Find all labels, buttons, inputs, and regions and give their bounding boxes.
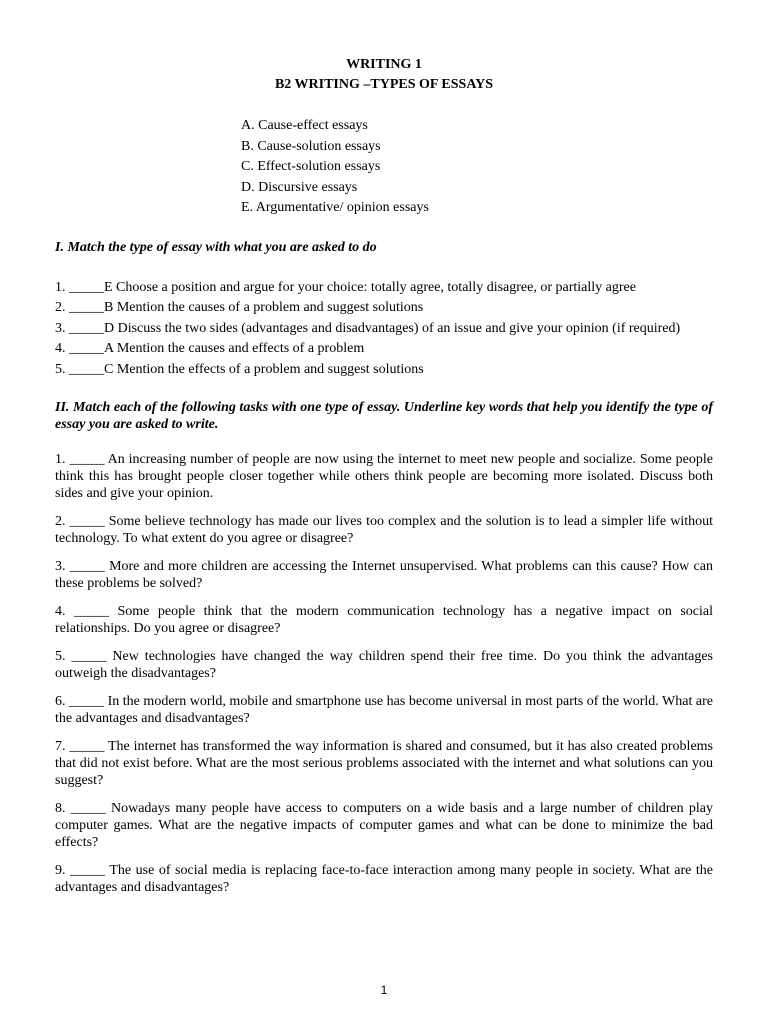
task-item: 3. _____ More and more children are accessing the Internet unsupervised. What problems can this cause? How can these problems be solved?	[55, 559, 713, 592]
match-item: 5. _____C Mention the effects of a problem and suggest solutions	[55, 361, 424, 377]
task-item: 1. _____ An increasing number of people are now using the internet to meet new people and socialize. Some people think this has brought people closer together while others think people are becoming more isolated. Discuss both sides and give your opinion.	[55, 452, 713, 502]
document-title: WRITING 1	[346, 57, 422, 72]
section-2-list	[55, 451, 713, 896]
task-item: 6. _____ In the modern world, mobile and smartphone use has become universal in most parts of the world. What are the advantages and disadvantages?	[55, 694, 713, 727]
essay-type-item: E. Argumentative/ opinion essays	[241, 200, 429, 215]
essay-type-item: C. Effect-solution essays	[241, 159, 381, 174]
match-item: 3. _____D Discuss the two sides (advantages and disadvantages) of an issue and give your opinion (if required)	[55, 320, 681, 336]
match-item: 2. _____B Mention the causes of a problem and suggest solutions	[55, 300, 424, 316]
task-item: 2. _____ Some believe technology has made our lives too complex and the solution is to lead a simpler life without technology. To what extent do you agree or disagree?	[55, 514, 713, 547]
task-item: 8. _____ Nowadays many people have access to computers on a wide basis and a large number of children play computer games. What are the negative impacts of computer games and what can be done to minimize the bad effects?	[55, 801, 713, 851]
document-subtitle: B2 WRITING –TYPES OF ESSAYS	[274, 77, 494, 92]
section-2-heading: II. Match each of the following tasks with one type of essay. Underline key words that help you identify the type of essay you are asked to write.	[55, 400, 713, 433]
task-item: 5. _____ New technologies have changed the way children spend their free time. Do you think the advantages outweigh the disadvantages?	[55, 649, 713, 682]
task-item: 9. _____ The use of social media is replacing face-to-face interaction among many people in society. What are the advantages and disadvantages?	[55, 863, 713, 896]
match-item: 1. _____E Choose a position and argue for your choice: totally agree, totally disagree, or partially agree	[55, 279, 636, 295]
page-number: 1	[380, 983, 388, 997]
match-item: 4. _____A Mention the causes and effects of a problem	[55, 341, 365, 357]
section-1-list	[55, 279, 713, 382]
section-1-heading: I. Match the type of essay with what you are asked to do	[55, 239, 377, 255]
task-item: 4. _____ Some people think that the modern communication technology has a negative impact on social relationships. Do you agree or disagree?	[55, 604, 713, 637]
document-page	[55, 55, 713, 907]
task-item: 7. _____ The internet has transformed the way information is shared and consumed, but it has also created problems that did not exist before. What are the most serious problems associated with the internet and what solutions can you suggest?	[55, 739, 713, 789]
essay-type-item: D. Discursive essays	[241, 179, 358, 195]
essay-types-list	[241, 116, 713, 219]
essay-type-item: B. Cause-solution essays	[241, 138, 381, 154]
essay-type-item: A. Cause-effect essays	[241, 118, 368, 133]
